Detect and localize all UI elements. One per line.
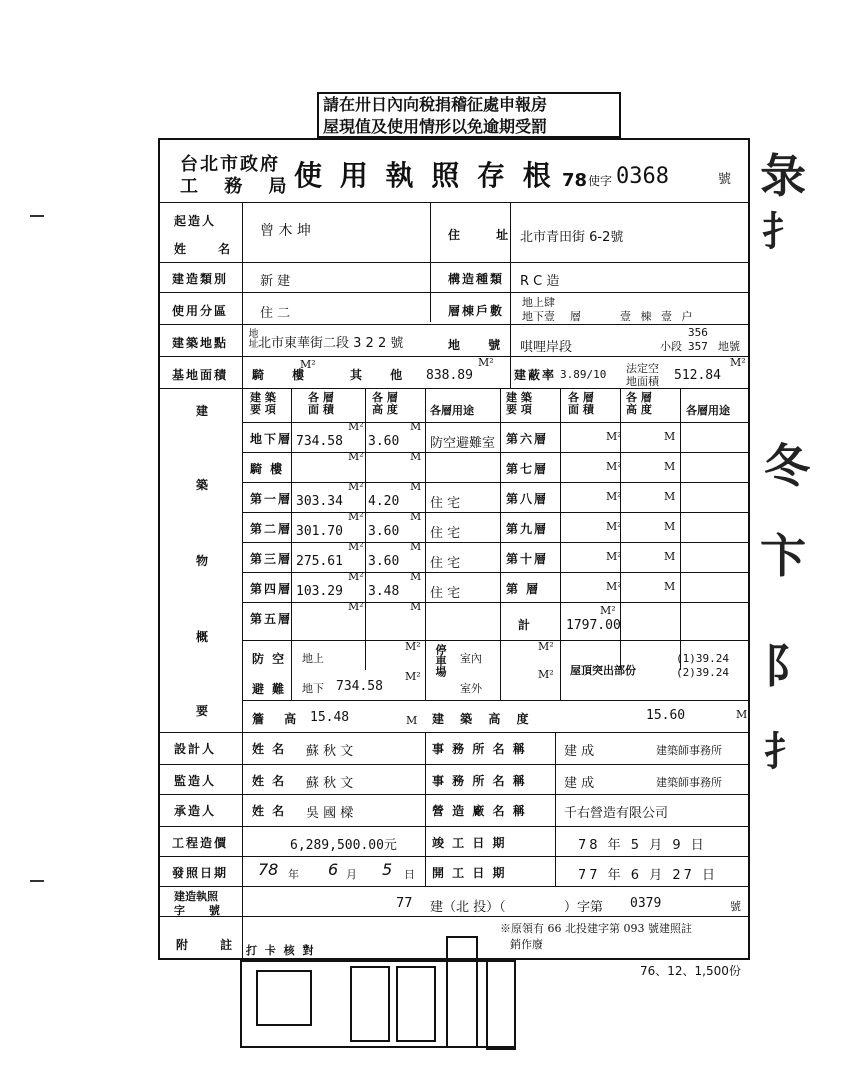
rule — [160, 856, 750, 857]
floor-use: 住 宅 — [430, 586, 461, 601]
rule — [555, 732, 556, 886]
floor-name: 第七層 — [506, 462, 549, 476]
section-char-5: 要 — [196, 704, 211, 718]
roof-protrusion-1: (1)39.24 — [676, 652, 729, 665]
contractor-firm-label: 營 造 廠 名 稱 — [432, 804, 527, 818]
rule — [242, 202, 243, 962]
arcade-unit: M² — [300, 358, 316, 371]
rule — [242, 482, 750, 483]
floor-area: 734.58 — [296, 434, 343, 449]
floors-layer: 層 — [570, 310, 581, 323]
permit-ref-number: 0379 — [630, 896, 662, 911]
site-district: 唭哩岸段 — [520, 340, 573, 355]
eave-height: 15.48 — [310, 710, 350, 725]
floor-name: 第一層 — [250, 492, 293, 506]
margin-handwriting-5: 阝 — [764, 639, 810, 693]
issue-month: 6 — [328, 860, 339, 879]
building-height-label: 建 築 高 度 — [432, 712, 535, 726]
rule — [160, 764, 750, 765]
floor-area-unit: M² — [606, 580, 622, 593]
seal-check-label: 打 卡 核 對 — [246, 944, 316, 957]
parking-outdoor-unit: M² — [538, 668, 554, 681]
shelter-below-unit: M² — [405, 670, 421, 683]
floor-area-unit: M² — [606, 490, 622, 503]
building-height-unit: M — [736, 708, 748, 721]
rule — [160, 732, 750, 733]
remarks-label: 附 註 — [176, 938, 247, 952]
total-area: 1797.00 — [566, 618, 621, 633]
contractor-name-label: 姓 名 — [252, 804, 287, 818]
lot-label: 地 號 — [448, 338, 513, 352]
permit-hao-label: 號 — [718, 172, 732, 187]
legal-open-area-label-1: 法定空 — [626, 362, 659, 375]
agency-line1: 台北市政府 — [180, 154, 280, 175]
permit-ref-label-1: 建造執照 — [174, 890, 218, 903]
floor-area-unit: M² — [348, 480, 364, 493]
parking-indoor-label: 室內 — [460, 652, 482, 665]
rule — [560, 388, 561, 700]
floor-name: 第二層 — [250, 522, 293, 536]
floors-above: 地上肆 — [522, 296, 555, 309]
floor-height-unit: M — [410, 510, 422, 523]
parking-outdoor-label: 室外 — [460, 682, 482, 695]
floor-height-unit: M — [664, 490, 676, 503]
floor-area-unit: M² — [348, 510, 364, 523]
seal-stamp — [256, 970, 312, 1026]
rule — [500, 388, 501, 700]
permit-ref-text: 建（北 投）（ — [430, 900, 506, 915]
usage-zone-label: 使用分區 — [172, 304, 229, 318]
start-date: 77 年 6 月 27 日 — [578, 868, 719, 883]
building-type-label: 建造類別 — [172, 272, 229, 286]
margin-handwriting-3: 冬 — [764, 439, 810, 493]
rule — [160, 292, 750, 293]
other-area: 838.89 — [426, 368, 473, 383]
rule — [425, 388, 426, 700]
roof-protrusion-label: 屋頂突出部份 — [570, 664, 636, 677]
seal-stamp — [350, 966, 390, 1042]
floor-height: 3.60 — [368, 524, 400, 539]
floor-name: 第 層 — [506, 582, 541, 596]
print-info: 76、12、1,500份 — [640, 964, 741, 978]
section-char-2: 築 — [196, 478, 211, 492]
floor-height-unit: M — [410, 480, 422, 493]
rule — [425, 732, 426, 886]
seal-stamp — [486, 958, 516, 1050]
rule — [160, 826, 750, 827]
contractor-label: 承造人 — [174, 804, 217, 818]
supervisor-office-label: 事 務 所 名 稱 — [432, 774, 527, 788]
seal-strip — [240, 944, 516, 1048]
lot-number-1: 356 — [688, 326, 708, 339]
rule — [160, 202, 750, 203]
floor-area-unit: M² — [348, 570, 364, 583]
col-height-header: 各 層 高 度 — [372, 391, 398, 416]
floor-name: 第三層 — [250, 552, 293, 566]
floor-area-unit: M² — [348, 420, 364, 433]
floor-area: 103.29 — [296, 584, 343, 599]
shelter-below-area: 734.58 — [336, 679, 383, 694]
building-type: 新 建 — [260, 274, 291, 289]
supervisor-name-label: 姓 名 — [252, 774, 287, 788]
designer-label: 設計人 — [174, 742, 217, 756]
eave-height-unit: M — [406, 714, 418, 727]
other-label: 其 他 — [350, 368, 415, 382]
completion-date: 78 年 5 月 9 日 — [578, 838, 707, 853]
section-char-3: 物 — [196, 554, 211, 568]
lot-suffix: 地號 — [718, 340, 740, 353]
floor-name: 第五層 — [250, 612, 293, 626]
applicant-name: 曾 木 坤 — [260, 223, 311, 239]
building-count: 壹 棟 壹 户 — [620, 310, 696, 323]
rule — [242, 602, 750, 603]
col-item-header: 建 築 要 項 — [250, 391, 276, 416]
floors-label: 層棟戶數 — [448, 304, 505, 318]
col-item-header-2: 建 築 要 項 — [506, 391, 532, 416]
scan-mark — [30, 880, 44, 882]
floor-name: 第九層 — [506, 522, 549, 536]
floors-below: 地下壹 — [522, 310, 555, 323]
rule — [242, 572, 750, 573]
floor-height-unit: M — [410, 540, 422, 553]
site-address: 北市東華街二段 3 2 2 號 — [258, 336, 404, 351]
building-height: 15.60 — [646, 708, 686, 723]
rule — [242, 422, 750, 423]
structure-type: R C 造 — [520, 274, 560, 289]
tax-notice — [317, 92, 621, 138]
designer-office: 建 成 — [564, 744, 595, 759]
permit-ref-close: ）字第 — [564, 900, 604, 915]
applicant-address: 北市青田街 6-2號 — [520, 230, 624, 245]
site-label: 建築地點 — [172, 336, 229, 350]
seal-stamp — [446, 936, 478, 1048]
total-unit: M² — [600, 604, 616, 617]
shelter-above-label: 地上 — [302, 652, 324, 665]
section-char-1: 建 — [196, 404, 211, 418]
eave-height-label: 簷 高 — [252, 712, 305, 726]
floor-height: 3.48 — [368, 584, 400, 599]
site-addr-label: 地址 — [246, 328, 257, 348]
applicant-label: 起造人 — [174, 214, 217, 228]
tax-notice-line2: 屋現值及使用情形以免逾期受罰 — [323, 117, 548, 136]
parking-label: 停車場 — [434, 644, 447, 677]
permit-zi-label: 使字 — [588, 174, 613, 188]
floor-height-unit: M — [664, 430, 676, 443]
shelter-below-label: 地下 — [302, 682, 324, 695]
floor-use: 住 宅 — [430, 556, 461, 571]
seal-stamp — [396, 966, 436, 1042]
floor-height-unit: M — [410, 570, 422, 583]
designer-office-label: 事 務 所 名 稱 — [432, 742, 527, 756]
coverage-ratio: 3.89/10 — [560, 368, 607, 381]
floor-area-unit: M² — [348, 450, 364, 463]
designer-office-suffix: 建築師事務所 — [656, 744, 722, 757]
remarks-note-1: ※原領有 66 北投建字第 093 號建照註 — [500, 922, 692, 935]
floor-height-unit: M — [664, 550, 676, 563]
margin-handwriting-4: 卞 — [760, 529, 806, 583]
legal-open-unit: M² — [730, 356, 746, 369]
shelter-label-2: 避 難 — [252, 682, 287, 696]
issue-year-label: 年 — [288, 868, 299, 881]
floor-area: 275.61 — [296, 554, 343, 569]
rule — [242, 512, 750, 513]
rule — [160, 388, 750, 389]
rule — [160, 324, 750, 325]
col-use-header-2: 各層用途 — [686, 404, 730, 417]
agency-line2: 工 務 局 — [180, 176, 297, 197]
floor-name: 第八層 — [506, 492, 549, 506]
cost-label: 工程造價 — [172, 836, 229, 850]
floor-area-unit: M² — [348, 540, 364, 553]
margin-handwriting-1: 彔 — [760, 149, 806, 203]
permit-ref-hao: 號 — [730, 900, 741, 913]
floor-use: 住 宅 — [430, 526, 461, 541]
floor-height: 3.60 — [368, 554, 400, 569]
permit-number: 0368 — [616, 164, 669, 189]
lot-number-2: 357 — [688, 340, 708, 353]
margin-handwriting-2: 扌 — [762, 208, 802, 255]
supervisor-name: 蘇 秋 文 — [306, 776, 354, 791]
floor-area-unit: M² — [348, 600, 364, 613]
start-label: 開 工 日 期 — [432, 866, 507, 880]
floor-height-unit: M — [410, 420, 422, 433]
rule — [160, 356, 750, 357]
rule — [242, 542, 750, 543]
base-area-label: 基地面積 — [172, 368, 229, 382]
floor-area-unit: M² — [606, 520, 622, 533]
supervisor-office-suffix: 建築師事務所 — [656, 776, 722, 789]
permit-year: 78 — [562, 170, 588, 191]
floor-name: 第六層 — [506, 432, 549, 446]
designer-name-label: 姓 名 — [252, 742, 287, 756]
coverage-ratio-label: 建蔽率 — [514, 368, 557, 382]
floor-height-unit: M — [664, 580, 676, 593]
rule — [430, 202, 431, 322]
floor-height: 4.20 — [368, 494, 400, 509]
col-area-header: 各 層 面 積 — [308, 391, 334, 416]
legal-open-area-label-2: 地面積 — [626, 375, 659, 388]
section-char-4: 概 — [196, 630, 211, 644]
parking-indoor-unit: M² — [538, 640, 554, 653]
floor-area: 303.34 — [296, 494, 343, 509]
usage-zone: 住 二 — [260, 306, 291, 321]
floor-height: 3.60 — [368, 434, 400, 449]
floor-area-unit: M² — [606, 430, 622, 443]
shelter-label-1: 防 空 — [252, 652, 287, 666]
project-cost: 6,289,500.00元 — [290, 838, 397, 853]
scan-mark — [30, 215, 44, 217]
floor-name: 第十層 — [506, 552, 549, 566]
rule — [160, 886, 750, 887]
rule — [242, 700, 750, 701]
margin-handwriting-6: 扌 — [764, 728, 804, 775]
other-unit: M² — [478, 356, 494, 369]
arcade-label: 騎 樓 — [252, 368, 317, 382]
remarks-note-2: 銷作廢 — [510, 938, 543, 951]
rule — [160, 916, 750, 917]
col-height-header-2: 各 層 高 度 — [626, 391, 652, 416]
permit-ref-label-2: 字 號 — [174, 904, 230, 917]
floor-height-unit: M — [410, 450, 422, 463]
total-label: 計 — [518, 618, 561, 632]
rule — [160, 794, 750, 795]
floor-height-unit: M — [664, 460, 676, 473]
floor-area-unit: M² — [606, 460, 622, 473]
issue-day: 5 — [382, 860, 393, 879]
floor-area-unit: M² — [606, 550, 622, 563]
floor-name: 騎 樓 — [250, 462, 285, 476]
page-title: 使 用 執 照 存 根 — [294, 159, 555, 192]
rule — [365, 388, 366, 670]
floor-use: 防空避難室 — [430, 436, 496, 451]
permit-form — [158, 138, 750, 960]
applicant-name-label: 姓 名 — [174, 242, 245, 256]
rule — [242, 452, 750, 453]
roof-protrusion-2: (2)39.24 — [676, 666, 729, 679]
contractor-firm: 千右營造有限公司 — [564, 806, 669, 821]
designer-name: 蘇 秋 文 — [306, 744, 354, 759]
address-label: 住 址 — [448, 228, 525, 242]
tax-notice-line1: 請在卅日內向稅捐稽征處申報房 — [323, 95, 548, 114]
contractor-name: 吳 國 樑 — [306, 806, 354, 821]
col-use-header: 各層用途 — [430, 404, 474, 417]
issue-month-label: 月 — [346, 868, 357, 881]
floor-height-unit: M — [664, 520, 676, 533]
shelter-above-unit: M² — [405, 640, 421, 653]
col-area-header-2: 各 層 面 積 — [568, 391, 594, 416]
completion-label: 竣 工 日 期 — [432, 836, 507, 850]
rule — [680, 388, 681, 670]
rule — [242, 640, 750, 641]
floor-area: 301.70 — [296, 524, 343, 539]
issue-day-label: 日 — [404, 868, 415, 881]
issue-year: 78 — [258, 860, 279, 879]
small-section-label: 小段 — [660, 340, 682, 353]
legal-open-area: 512.84 — [674, 368, 721, 383]
floor-use: 住 宅 — [430, 496, 461, 511]
floor-name: 地下層 — [250, 432, 293, 446]
permit-ref-year: 77 — [396, 896, 413, 911]
supervisor-office: 建 成 — [564, 776, 595, 791]
structure-type-label: 構造種類 — [448, 272, 505, 286]
floor-height-unit: M — [410, 600, 422, 613]
floor-name: 第四層 — [250, 582, 293, 596]
rule — [160, 262, 750, 263]
issue-date-label: 發照日期 — [172, 866, 229, 880]
supervisor-label: 監造人 — [174, 774, 217, 788]
